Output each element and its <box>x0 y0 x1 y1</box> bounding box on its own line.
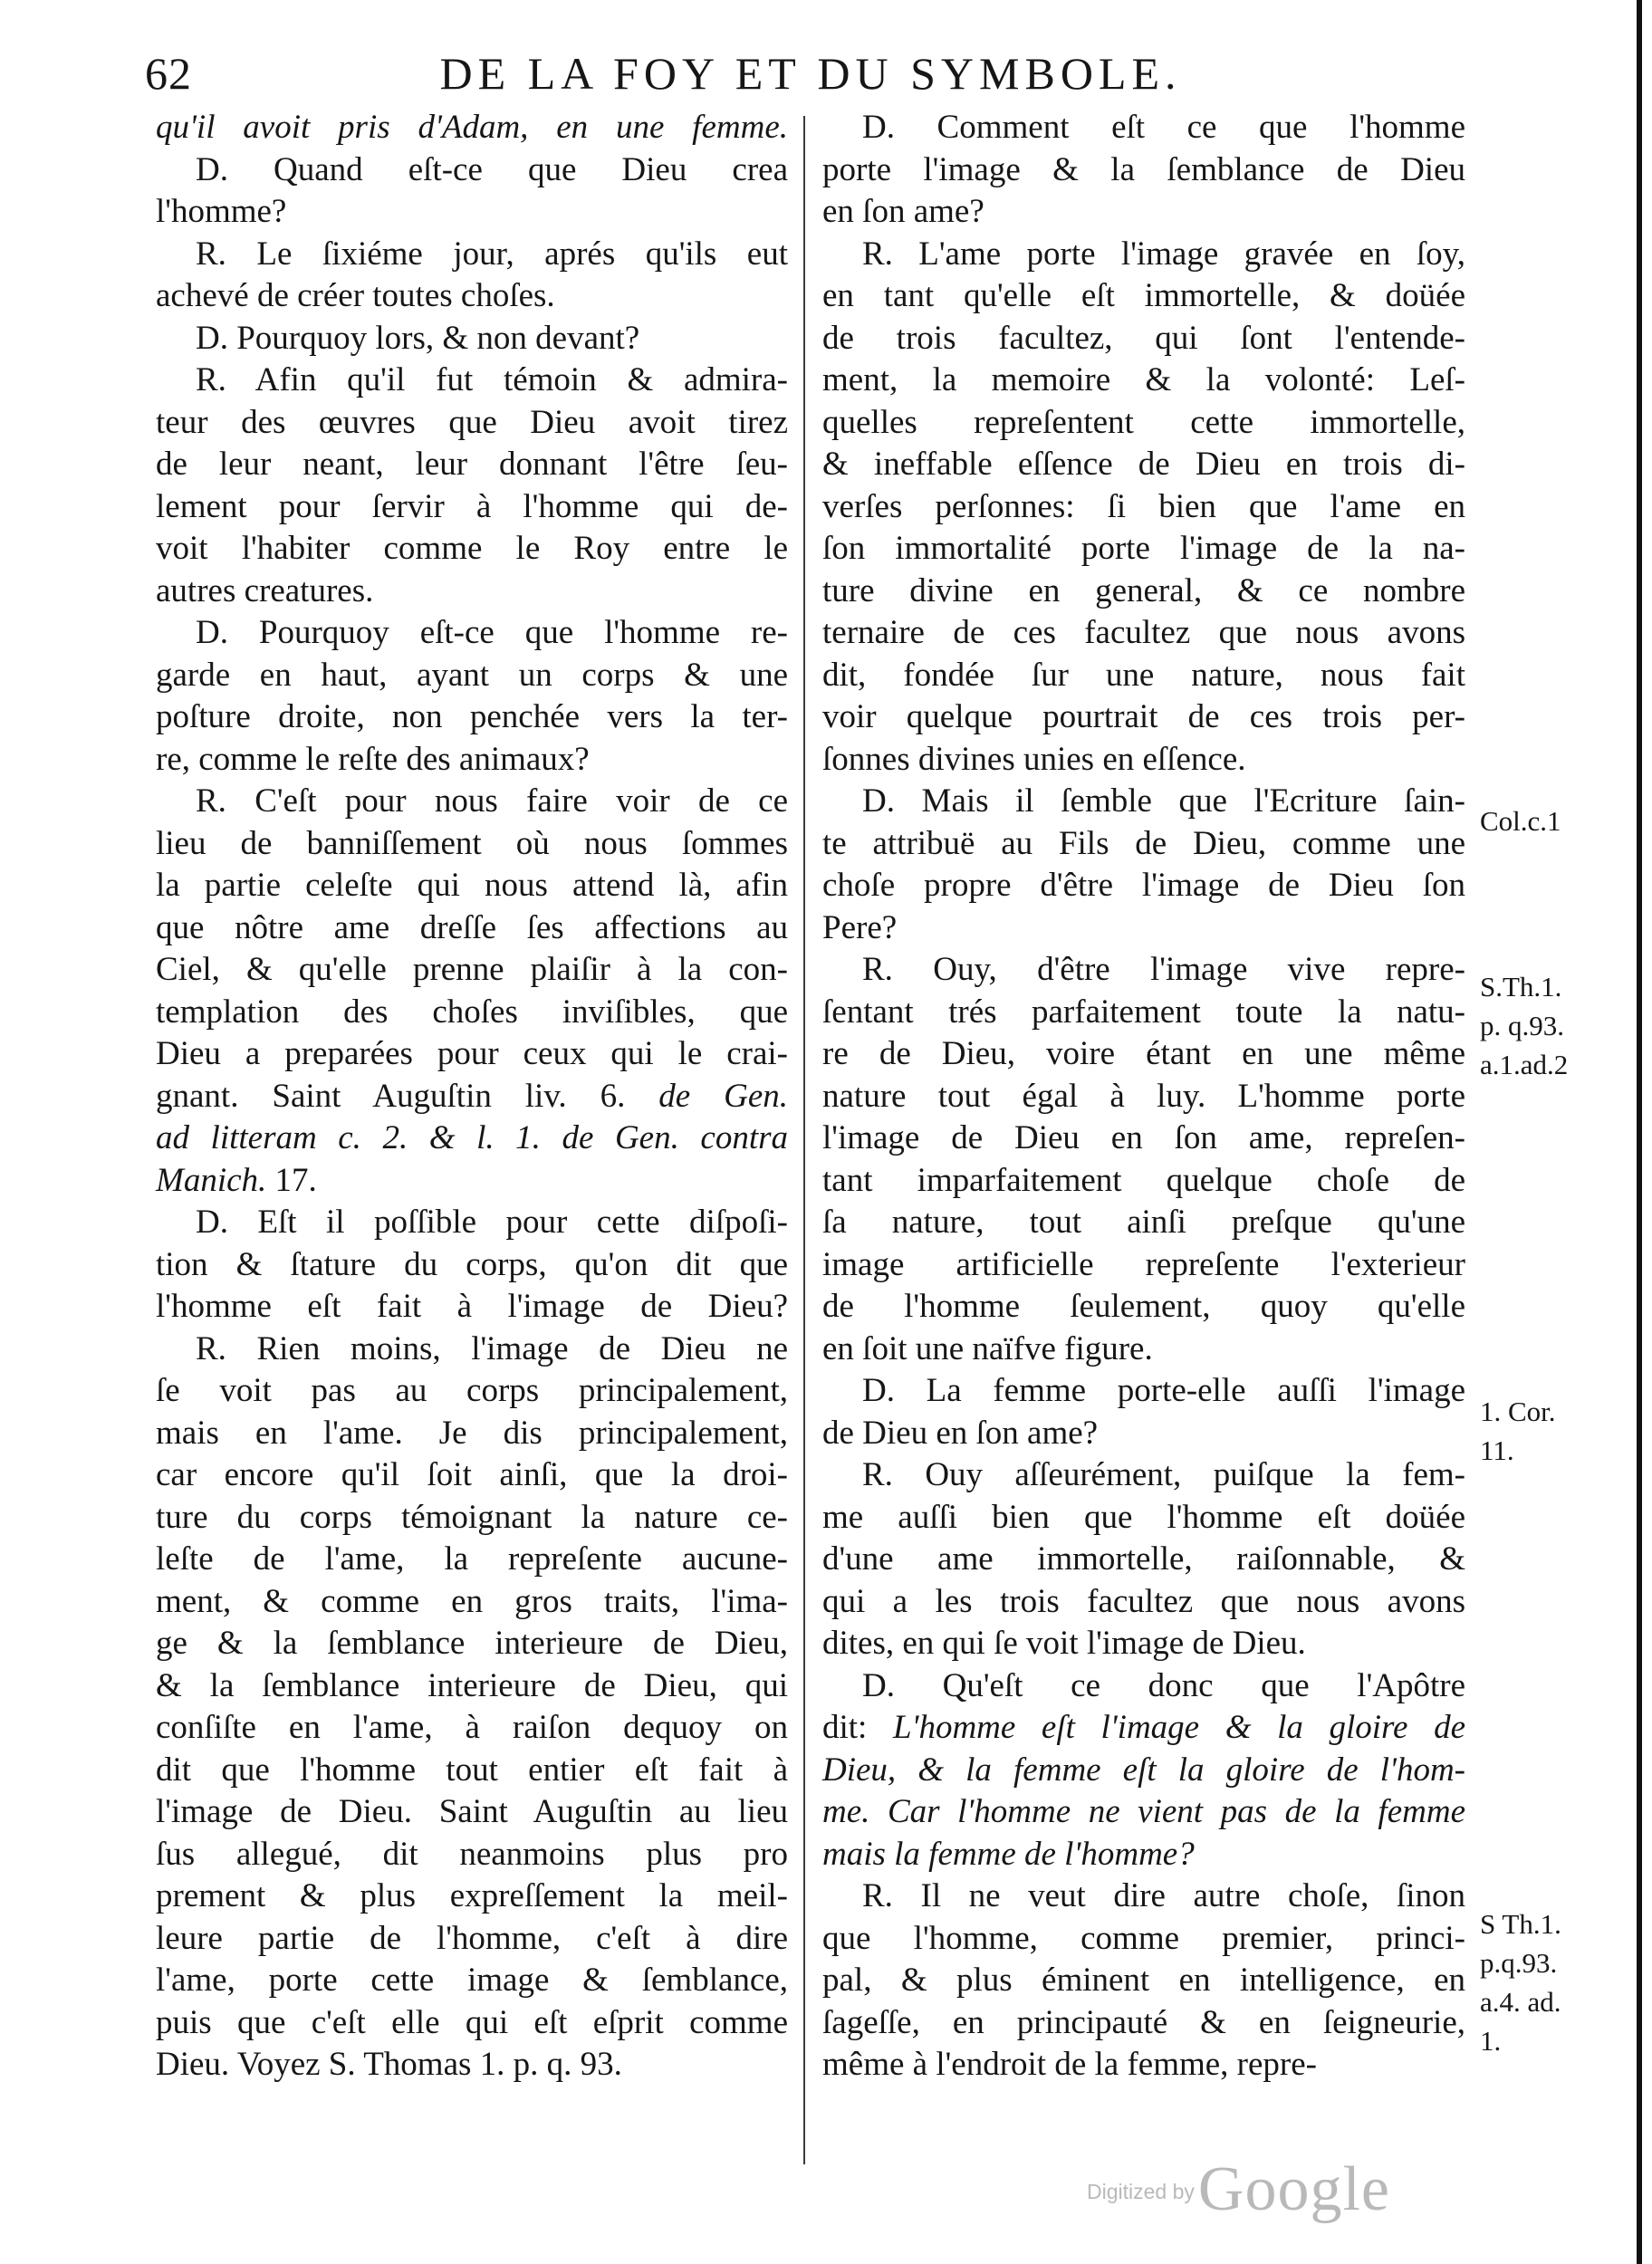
left-column-line <box>156 107 788 149</box>
text-segment: leure partie de l'homme, c'eſt à dire <box>156 1919 788 1957</box>
right-column-line <box>822 1033 1465 1076</box>
left-column-line <box>156 1413 788 1455</box>
text-segment: lement pour ſervir à l'homme qui de- <box>156 487 788 525</box>
right-column-line <box>822 107 1465 149</box>
right-column-line <box>822 1581 1465 1624</box>
text-segment: re de Dieu, voire étant en une même <box>822 1035 1465 1072</box>
text-segment: teur des œuvres que Dieu avoit tirez <box>156 403 788 441</box>
text-segment: D. La femme porte-elle auſſi l'image <box>862 1372 1465 1409</box>
left-column-line <box>156 655 788 697</box>
text-segment: D. Eſt il poſſible pour cette diſpoſi- <box>196 1204 788 1241</box>
right-column-line <box>822 655 1465 697</box>
margin-note-line: a.1.ad.2 <box>1480 1049 1569 1080</box>
text-segment: ture du corps témoignant la nature ce- <box>156 1498 788 1536</box>
right-column-line <box>822 1202 1465 1244</box>
text-segment: la partie celeſte qui nous attend là, afin <box>156 867 788 904</box>
text-segment: autres creatures. <box>156 571 374 609</box>
text-segment: L'homme eſt l'image & la gloire de <box>892 1709 1465 1746</box>
left-column-line <box>156 1581 788 1624</box>
right-column-line <box>822 234 1465 276</box>
left-column-line <box>156 949 788 992</box>
right-column-line <box>822 1791 1465 1834</box>
text-segment: ad litteram c. 2. & l. 1. de Gen. contra <box>156 1119 788 1156</box>
left-column-line <box>156 907 788 950</box>
left-column-line <box>156 823 788 866</box>
text-segment: puis que c'eſt elle qui eſt eſprit comme <box>156 2003 788 2041</box>
text-segment: leſte de l'ame, la repreſente aucune- <box>156 1540 788 1578</box>
text-segment: R. C'eſt pour nous faire voir de ce <box>196 782 788 820</box>
text-segment: R. Ouy, d'être l'image vive repre- <box>862 951 1465 988</box>
text-segment: me. Car l'homme ne vient pas de la femme <box>822 1793 1465 1830</box>
right-column-line <box>822 402 1465 445</box>
text-segment: R. Le ſixiéme jour, aprés qu'ils eut <box>196 235 788 273</box>
column-divider <box>803 116 805 2164</box>
right-column-line <box>822 865 1465 907</box>
text-segment: l'image de Dieu en ſon ame, repreſen- <box>822 1119 1465 1156</box>
right-column-line <box>822 696 1465 739</box>
left-column-line <box>156 1118 788 1160</box>
left-column-line <box>156 1370 788 1413</box>
margin-note-line: Col.c.1 <box>1480 805 1561 837</box>
text-segment: ment, & comme en gros traits, l'ima- <box>156 1582 788 1620</box>
text-segment: pal, & plus éminent en intelligence, en <box>822 1962 1465 1999</box>
text-segment: dit, fondée ſur une nature, nous fait <box>822 656 1465 694</box>
right-column-line <box>822 823 1465 866</box>
right-column-line <box>822 1370 1465 1413</box>
text-segment: gnant. Saint Auguſtin liv. 6. <box>156 1077 659 1115</box>
margin-note-line: S.Th.1. <box>1480 971 1562 1002</box>
text-segment: choſe propre d'être l'image de Dieu ſon <box>822 867 1465 904</box>
text-segment: Ciel, & qu'elle prenne plaiſir à la con- <box>156 951 788 988</box>
left-column-line <box>156 1033 788 1076</box>
right-column-line <box>822 444 1465 486</box>
margin-note-s-th-q93-a1 <box>1480 967 1638 1084</box>
right-column-line <box>822 1413 1465 1455</box>
text-segment: que nôtre ame dreſſe ſes affections au <box>156 908 788 946</box>
text-segment: porte l'image & la ſemblance de Dieu <box>822 150 1465 188</box>
text-segment: en ſoit une naïfve figure. <box>822 1329 1153 1367</box>
text-segment: te attribuë au Fils de Dieu, comme une <box>822 824 1465 862</box>
left-column-line <box>156 360 788 402</box>
text-segment: R. Afin qu'il fut témoin & admira- <box>196 361 788 398</box>
right-column-line <box>822 360 1465 402</box>
text-segment: ge & la ſemblance interieure de Dieu, <box>156 1625 788 1662</box>
text-segment: qui a les trois facultez que nous avons <box>822 1582 1465 1620</box>
margin-note-line: 1. Cor. <box>1480 1396 1556 1427</box>
text-segment: ſus allegué, dit neanmoins plus pro <box>156 1835 788 1873</box>
text-segment: tion & ſtature du corps, qu'on dit que <box>156 1245 788 1283</box>
text-segment: ſe voit pas au corps principalement, <box>156 1372 788 1409</box>
right-column-line <box>822 318 1465 360</box>
text-segment: D. Qu'eſt ce donc que l'Apôtre <box>862 1666 1465 1704</box>
text-segment: car encore qu'il ſoit ainſi, que la droi- <box>156 1456 788 1493</box>
left-column-line <box>156 1707 788 1750</box>
right-column-line <box>822 2002 1465 2045</box>
left-column-line <box>156 1539 788 1581</box>
text-segment: ſonnes divines unies en eſſence. <box>822 740 1246 778</box>
left-column-line <box>156 191 788 234</box>
text-segment: lieu de banniſſement où nous ſommes <box>156 824 788 862</box>
text-segment: garde en haut, ayant un corps & une <box>156 656 788 694</box>
text-segment: & la ſemblance interieure de Dieu, qui <box>156 1666 788 1704</box>
left-column-line <box>156 1329 788 1371</box>
left-column-line <box>156 1286 788 1329</box>
right-column-line <box>822 528 1465 571</box>
page-number: 62 <box>145 48 192 99</box>
left-column-line <box>156 1750 788 1792</box>
right-column-line <box>822 612 1465 655</box>
google-logo-text: Google <box>1197 2154 1390 2224</box>
text-segment: poſture droite, non penchée vers la ter- <box>156 698 788 735</box>
text-segment: en tant qu'elle eſt immortelle, & doüée <box>822 277 1465 314</box>
text-segment: D. Comment eſt ce que l'homme <box>862 109 1465 146</box>
watermark-prefix: Digitized by <box>1087 2180 1195 2203</box>
text-segment: D. Mais il ſemble que l'Ecriture ſain- <box>862 782 1465 820</box>
text-segment: dites, en qui ſe voit l'image de Dieu. <box>822 1625 1306 1662</box>
left-column-line <box>156 2002 788 2045</box>
right-column-line <box>822 1875 1465 1918</box>
left-column-line <box>156 781 788 823</box>
text-segment: que l'homme, comme premier, princi- <box>822 1919 1465 1957</box>
text-segment: D. Pourquoy eſt-ce que l'homme re- <box>196 614 788 651</box>
right-column-line <box>822 1539 1465 1581</box>
text-segment: voir quelque pourtrait de ces trois per- <box>822 698 1465 735</box>
left-column-line <box>156 318 788 360</box>
text-segment: l'homme eſt fait à l'image de Dieu? <box>156 1288 788 1325</box>
text-segment: Pere? <box>822 908 898 946</box>
right-column-line <box>822 907 1465 950</box>
text-segment: templation des choſes inviſibles, que <box>156 993 788 1031</box>
text-segment: achevé de créer toutes choſes. <box>156 277 555 314</box>
left-column-line <box>156 1076 788 1118</box>
text-segment: de Gen. <box>658 1077 788 1115</box>
text-segment: D. Pourquoy lors, & non devant? <box>196 319 640 357</box>
left-column-line <box>156 1665 788 1708</box>
running-head: DE LA FOY ET DU SYMBOLE. <box>439 48 1182 99</box>
right-column-line <box>822 1707 1465 1750</box>
text-segment: & ineffable eſſence de Dieu en trois di- <box>822 446 1465 483</box>
left-column-line <box>156 1960 788 2002</box>
left-column-line <box>156 571 788 613</box>
text-segment: tant imparfaitement quelque choſe de <box>822 1161 1465 1199</box>
right-column-line <box>822 2044 1465 2087</box>
margin-note-line: p.q.93. <box>1480 1947 1558 1979</box>
right-column-line <box>822 1623 1465 1665</box>
left-column-line <box>156 1875 788 1918</box>
margin-note-col-c1 <box>1480 801 1638 840</box>
right-column-line <box>822 1160 1465 1203</box>
text-segment: R. L'ame porte l'image gravée en ſoy, <box>862 235 1465 273</box>
digitized-by-google-watermark <box>1087 2154 1390 2226</box>
left-column-line <box>156 992 788 1034</box>
text-segment: mais la femme de l'homme? <box>822 1835 1195 1873</box>
text-segment: ment, la memoire & la volonté: Leſ- <box>822 361 1465 398</box>
text-segment: de trois facultez, qui ſont l'entende- <box>822 319 1465 357</box>
text-segment: mais en l'ame. Je dis principalement, <box>156 1414 788 1452</box>
margin-note-line: 1. <box>1480 2025 1502 2057</box>
text-segment: Dieu, & la femme eſt la gloire de l'hom- <box>822 1751 1465 1789</box>
text-segment: prement & plus expreſſement la meil- <box>156 1877 788 1914</box>
right-column-line <box>822 1960 1465 2002</box>
right-column-line <box>822 1665 1465 1708</box>
margin-note-line: a.4. ad. <box>1480 1986 1561 2018</box>
text-segment: voit l'habiter comme le Roy entre le <box>156 530 788 567</box>
right-column-line <box>822 739 1465 782</box>
text-segment: ſa nature, tout ainſi preſque qu'une <box>822 1204 1465 1241</box>
left-column-line <box>156 1834 788 1876</box>
left-column-line <box>156 528 788 571</box>
left-column-line <box>156 1918 788 1961</box>
right-column-line <box>822 1750 1465 1792</box>
left-column-line <box>156 275 788 318</box>
text-segment: dit: <box>822 1709 893 1746</box>
margin-note-line: S Th.1. <box>1480 1908 1561 1940</box>
left-column-line <box>156 402 788 445</box>
right-column-line <box>822 486 1465 529</box>
left-column-line <box>156 1160 788 1203</box>
text-segment: R. Il ne veut dire autre choſe, ſinon <box>862 1877 1465 1914</box>
page-header <box>145 47 1476 110</box>
right-column-line <box>822 275 1465 318</box>
text-segment: l'ame, porte cette image & ſemblance, <box>156 1962 788 1999</box>
right-column-line <box>822 949 1465 992</box>
text-segment: nature tout égal à luy. L'homme porte <box>822 1077 1465 1115</box>
left-column-line <box>156 234 788 276</box>
margin-note-1-cor-11 <box>1480 1392 1638 1470</box>
text-segment: en ſon ame? <box>822 193 984 230</box>
text-segment: ternaire de ces facultez que nous avons <box>822 614 1465 651</box>
text-segment: qu'il avoit pris d'Adam, en une femme. <box>156 109 788 146</box>
text-segment: Dieu a preparées pour ceux qui le crai- <box>156 1035 788 1072</box>
left-column-line <box>156 1497 788 1540</box>
text-segment: l'image de Dieu. Saint Auguſtin au lieu <box>156 1793 788 1830</box>
right-column-line <box>822 1497 1465 1540</box>
text-segment: verſes perſonnes: ſi bien que l'ame en <box>822 487 1465 525</box>
left-column-line <box>156 2044 788 2087</box>
text-segment: ſentant trés parfaitement toute la natu- <box>822 993 1465 1031</box>
left-column-line <box>156 149 788 192</box>
text-segment: de Dieu en ſon ame? <box>822 1414 1099 1452</box>
left-column-line <box>156 865 788 907</box>
left-column-line <box>156 1454 788 1497</box>
text-segment: d'une ame immortelle, raiſonnable, & <box>822 1540 1465 1578</box>
right-column-line <box>822 1286 1465 1329</box>
text-segment: 17. <box>266 1161 317 1199</box>
right-column-line <box>822 1244 1465 1287</box>
margin-note-line: 11. <box>1480 1434 1514 1466</box>
left-column-line <box>156 444 788 486</box>
right-column-line <box>822 571 1465 613</box>
text-segment: quelles repreſentent cette immortelle, <box>822 403 1465 441</box>
text-segment: me auſſi bien que l'homme eſt doüée <box>822 1498 1465 1536</box>
text-segment: R. Ouy aſſeurément, puiſque la fem- <box>862 1456 1465 1493</box>
text-segment: dit que l'homme tout entier eſt fait à <box>156 1751 788 1789</box>
left-column-line <box>156 696 788 739</box>
left-column-line <box>156 1244 788 1287</box>
left-column-line <box>156 612 788 655</box>
right-column-line <box>822 781 1465 823</box>
right-column-line <box>822 1454 1465 1497</box>
right-text-column <box>822 107 1465 2087</box>
page-edge-shadow <box>1637 0 1642 2264</box>
text-segment: Manich. <box>156 1161 267 1199</box>
text-segment: ſageſſe, en principauté & en ſeigneurie, <box>822 2003 1465 2041</box>
right-column-line <box>822 1118 1465 1160</box>
left-column-line <box>156 739 788 782</box>
right-column-line <box>822 149 1465 192</box>
text-segment: ſon immortalité porte l'image de la na- <box>822 530 1465 567</box>
right-column-line <box>822 1076 1465 1118</box>
right-column-line <box>822 1329 1465 1371</box>
text-segment: re, comme le reſte des animaux? <box>156 740 590 778</box>
text-segment: D. Quand eſt-ce que Dieu crea <box>196 150 788 188</box>
right-column-line <box>822 1834 1465 1876</box>
left-column-line <box>156 1791 788 1834</box>
left-column-line <box>156 486 788 529</box>
margin-note-line: p. q.93. <box>1480 1010 1564 1041</box>
left-column-line <box>156 1623 788 1665</box>
right-column-line <box>822 992 1465 1034</box>
text-segment: R. Rien moins, l'image de Dieu ne <box>196 1329 788 1367</box>
text-segment: image artificielle repreſente l'exterieur <box>822 1245 1465 1283</box>
right-column-line <box>822 1918 1465 1961</box>
margin-note-s-th-q93-a4 <box>1480 1904 1638 2060</box>
text-segment: conſiſte en l'ame, à raiſon dequoy on <box>156 1709 788 1746</box>
left-column-line <box>156 1202 788 1244</box>
text-segment: l'homme? <box>156 193 287 230</box>
text-segment: de leur neant, leur donnant l'être ſeu- <box>156 446 788 483</box>
text-segment: de l'homme ſeulement, quoy qu'elle <box>822 1288 1465 1325</box>
right-column-line <box>822 191 1465 234</box>
text-segment: ture divine en general, & ce nombre <box>822 571 1465 609</box>
left-text-column <box>156 107 788 2087</box>
text-segment: Dieu. Voyez S. Thomas 1. p. q. 93. <box>156 2046 622 2083</box>
text-segment: même à l'endroit de la femme, repre- <box>822 2046 1317 2083</box>
